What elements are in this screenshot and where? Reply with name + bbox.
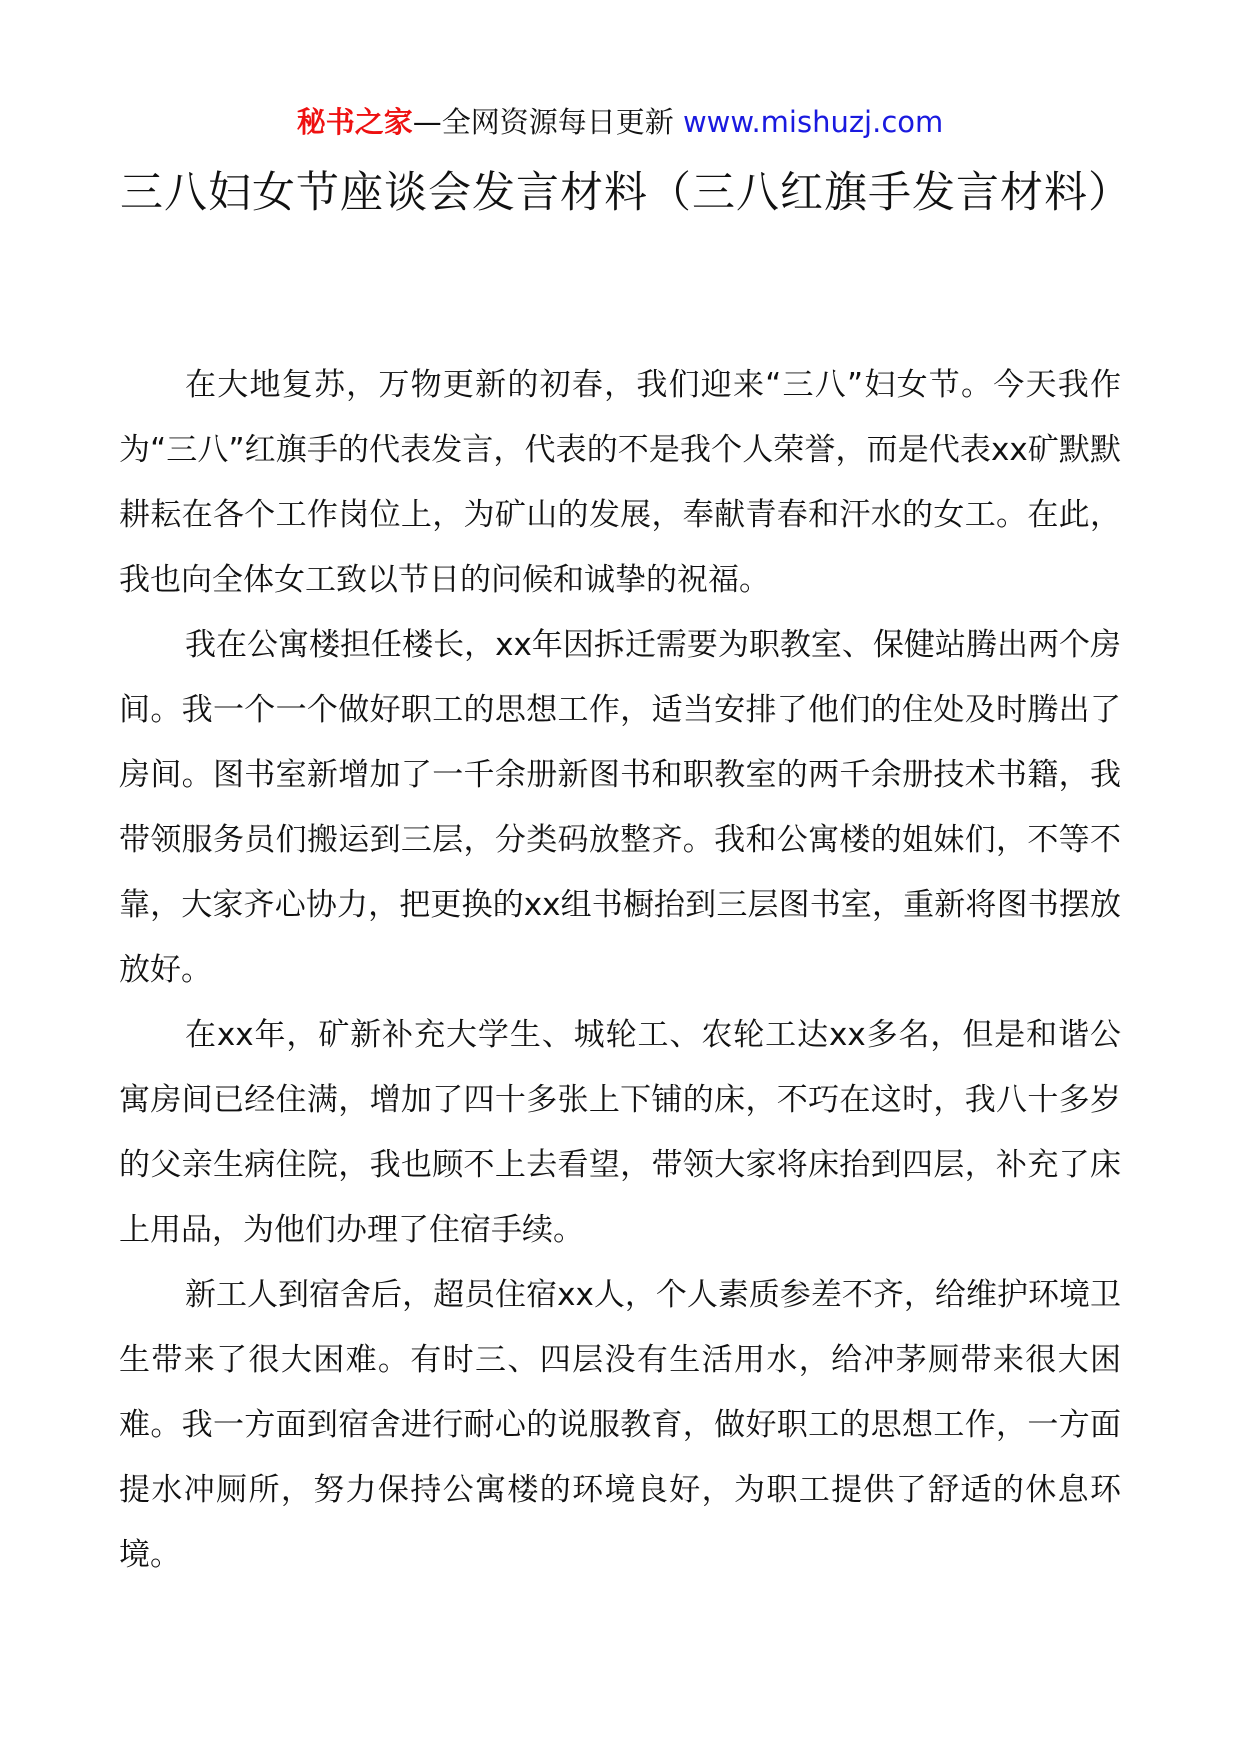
paragraph: 在xx年，矿新补充大学生、城轮工、农轮工达xx多名，但是和谐公寓房间已经住满，增加了四十多张上下铺的床，不巧在这时，我八十多岁的父亲生病住院，我也顾不上去看望，带领大家将床抬到四层，补充了床上用品，为他们办理了住宿手续。	[119, 1017, 1121, 1248]
paragraph: 我在公寓楼担任楼长，xx年因拆迁需要为职教室、保健站腾出两个房间。我一个一个做好职工的思想工作，适当安排了他们的住处及时腾出了房间。图书室新增加了一千余册新图书和职教室的两千余册技术书籍，我带领服务员们搬运到三层，分类码放整齐。我和公寓楼的姐妹们，不等不靠，大家齐心协力，把更换的xx组书橱抬到三层图书室，重新将图书摆放放好。	[119, 627, 1121, 988]
site-tagline: —全网资源每日更新	[412, 105, 683, 139]
site-header	[0, 100, 1240, 144]
site-url[interactable]: www.mishuzj.com	[682, 105, 944, 139]
paragraph: 新工人到宿舍后，超员住宿xx人，个人素质参差不齐，给维护环境卫生带来了很大困难。有时三、四层没有生活用水，给冲茅厕带来很大困难。我一方面到宿舍进行耐心的说服教育，做好职工的思想工作，一方面提水冲厕所，努力保持公寓楼的环境良好，为职工提供了舒适的休息环境。	[119, 1277, 1121, 1573]
document-title: 三八妇女节座谈会发言材料（三八红旗手发言材料）	[120, 168, 1132, 218]
paragraph: 在大地复苏，万物更新的初春，我们迎来“三八”妇女节。今天我作为“三八”红旗手的代表发言，代表的不是我个人荣誉，而是代表xx矿默默耕耘在各个工作岗位上，为矿山的发展，奉献青春和汗水的女工。在此，我也向全体女工致以节日的问候和诚挚的祝福。	[119, 367, 1121, 598]
site-name: 秘书之家	[296, 105, 413, 139]
document-body	[119, 353, 1121, 1588]
